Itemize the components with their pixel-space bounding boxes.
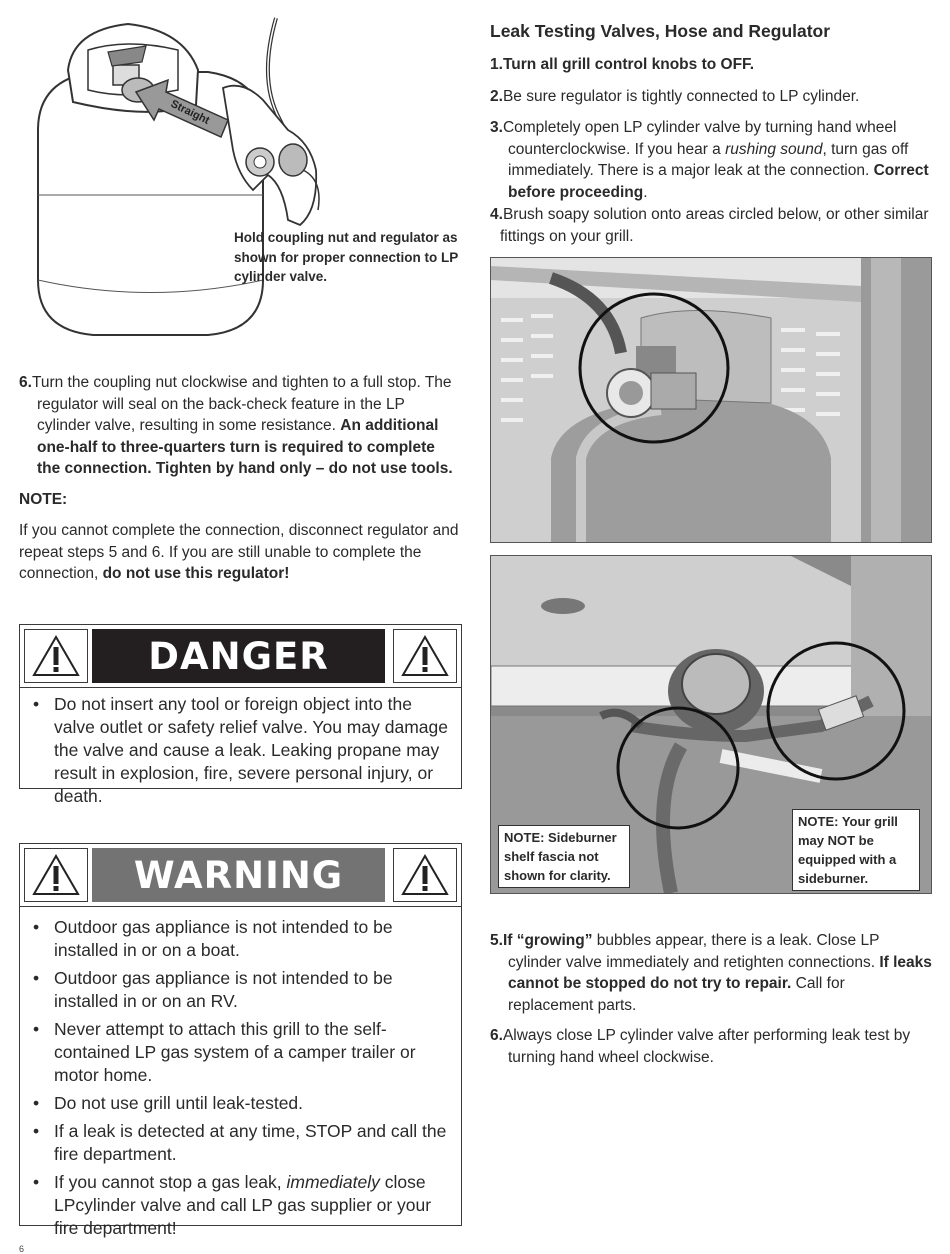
note-text: If you cannot complete the connection, disconnect regulator and repeat steps 5 and 6. If you are still unable to complete the connection, [19,522,459,582]
warning-triangle-icon [31,853,81,897]
right-step-2 [490,86,930,108]
step-bold-text: Turn all grill control knobs to OFF. [502,56,755,73]
photo-note-left: NOTE: Sideburner shelf fascia not shown for clarity. [498,825,630,888]
lp-cylinder-connection-illustration [18,10,458,340]
step-italic-text: rushing sound [725,140,823,158]
step-bold-text: Correct before proceeding [508,162,929,201]
warning-title-bar: WARNING [92,848,385,902]
warning-triangle-icon [31,634,81,678]
note-bold-text: do not use this regulator! [102,565,290,582]
right-step-6 [490,1025,932,1068]
step-text: . [643,183,648,201]
warning-item: • Never attempt to attach this grill to the self-contained LP gas system of a camper trailer or motor home. [28,1018,451,1087]
step-text: , turn gas off immediately. There is a major leak at the connection. [508,140,909,179]
warning-triangle-icon [400,634,450,678]
step-bold-text: An additional one-half to three-quarters turn is required to complete the connection. Tighten by hand only – do not use tools. [37,417,453,477]
step-number: 5. [490,932,503,949]
photo-note-right: NOTE: Your grill may NOT be equipped with a sideburner. [792,809,920,891]
step-text: Always close LP cylinder valve after performing leak test by turning hand wheel clockwise. [502,1027,911,1066]
danger-item: • Do not insert any tool or foreign object into the valve outlet or safety relief valve. You may damage the valve and cause a leak. Leaking propane may result in explosion, fire, severe personal injury, or death. [28,693,451,808]
step-number: 6. [490,1027,503,1044]
step-text: bubbles appear, there is a leak. Close LP cylinder valve immediately and retighten connections. [508,932,880,971]
step-number: 3. [490,119,503,136]
cylinder-valve-photo-drawing [491,258,931,542]
warning-box [19,843,462,1238]
note-paragraph [19,520,459,585]
step-number: 1. [490,56,503,73]
danger-right-icon-frame [393,629,457,683]
step-text: Brush soapy solution onto areas circled below, or other similar fittings on your grill. [500,206,929,245]
note-heading: NOTE: [19,491,68,508]
warning-right-icon-frame [393,848,457,902]
danger-header [20,625,461,688]
danger-box [19,624,462,806]
warning-header [20,844,461,907]
warning-item-italic: immediately [286,1172,380,1192]
straight-arrow-label: Straight [168,97,212,127]
warning-item: • Do not use grill until leak-tested. [28,1092,451,1115]
step-number: 2. [490,88,503,105]
step-number: 4. [490,206,503,223]
warning-item: • Outdoor gas appliance is not intended to be installed in or on a boat. [28,916,451,962]
right-step-4 [490,204,932,247]
right-step-3 [490,117,932,203]
section-heading: Leak Testing Valves, Hose and Regulator [490,21,831,41]
right-step-1 [490,54,930,76]
warning-left-icon-frame [24,848,88,902]
cylinder-valve-photo [490,257,932,543]
step-text: Call for replacement parts. [508,975,845,1014]
warning-item [28,1171,451,1240]
right-step-5 [490,930,932,1016]
step-bold-text: If leaks cannot be stopped do not try to repair. [508,953,932,992]
warning-item-text: close LPcylinder valve and call LP gas supplier or your fire department! [54,1172,432,1238]
step-text: Completely open LP cylinder valve by turning hand wheel counterclockwise. If you hear a [502,119,897,158]
step-bold-text: If “growing” [502,932,593,949]
warning-item: • If a leak is detected at any time, STOP and call the fire department. [28,1120,451,1166]
danger-list [28,693,451,813]
warning-list [28,916,451,1245]
step-number: 6. [19,374,32,391]
illustration-caption: Hold coupling nut and regulator as shown for proper connection to LP cylinder valve. [234,230,459,284]
danger-left-icon-frame [24,629,88,683]
warning-item-text: If you cannot stop a gas leak, [54,1172,287,1192]
danger-title-bar: DANGER [92,629,385,683]
page-number: 6 [19,1244,25,1254]
warning-triangle-icon [400,853,450,897]
step-text: Be sure regulator is tightly connected to LP cylinder. [502,88,860,105]
left-step-6 [19,372,461,480]
warning-item: • Outdoor gas appliance is not intended to be installed in or on an RV. [28,967,451,1013]
step-text: Turn the coupling nut clockwise and tighten to a full stop. The regulator will seal on the back-check feature in the LP cylinder valve, resulting in some resistance. [31,374,452,434]
